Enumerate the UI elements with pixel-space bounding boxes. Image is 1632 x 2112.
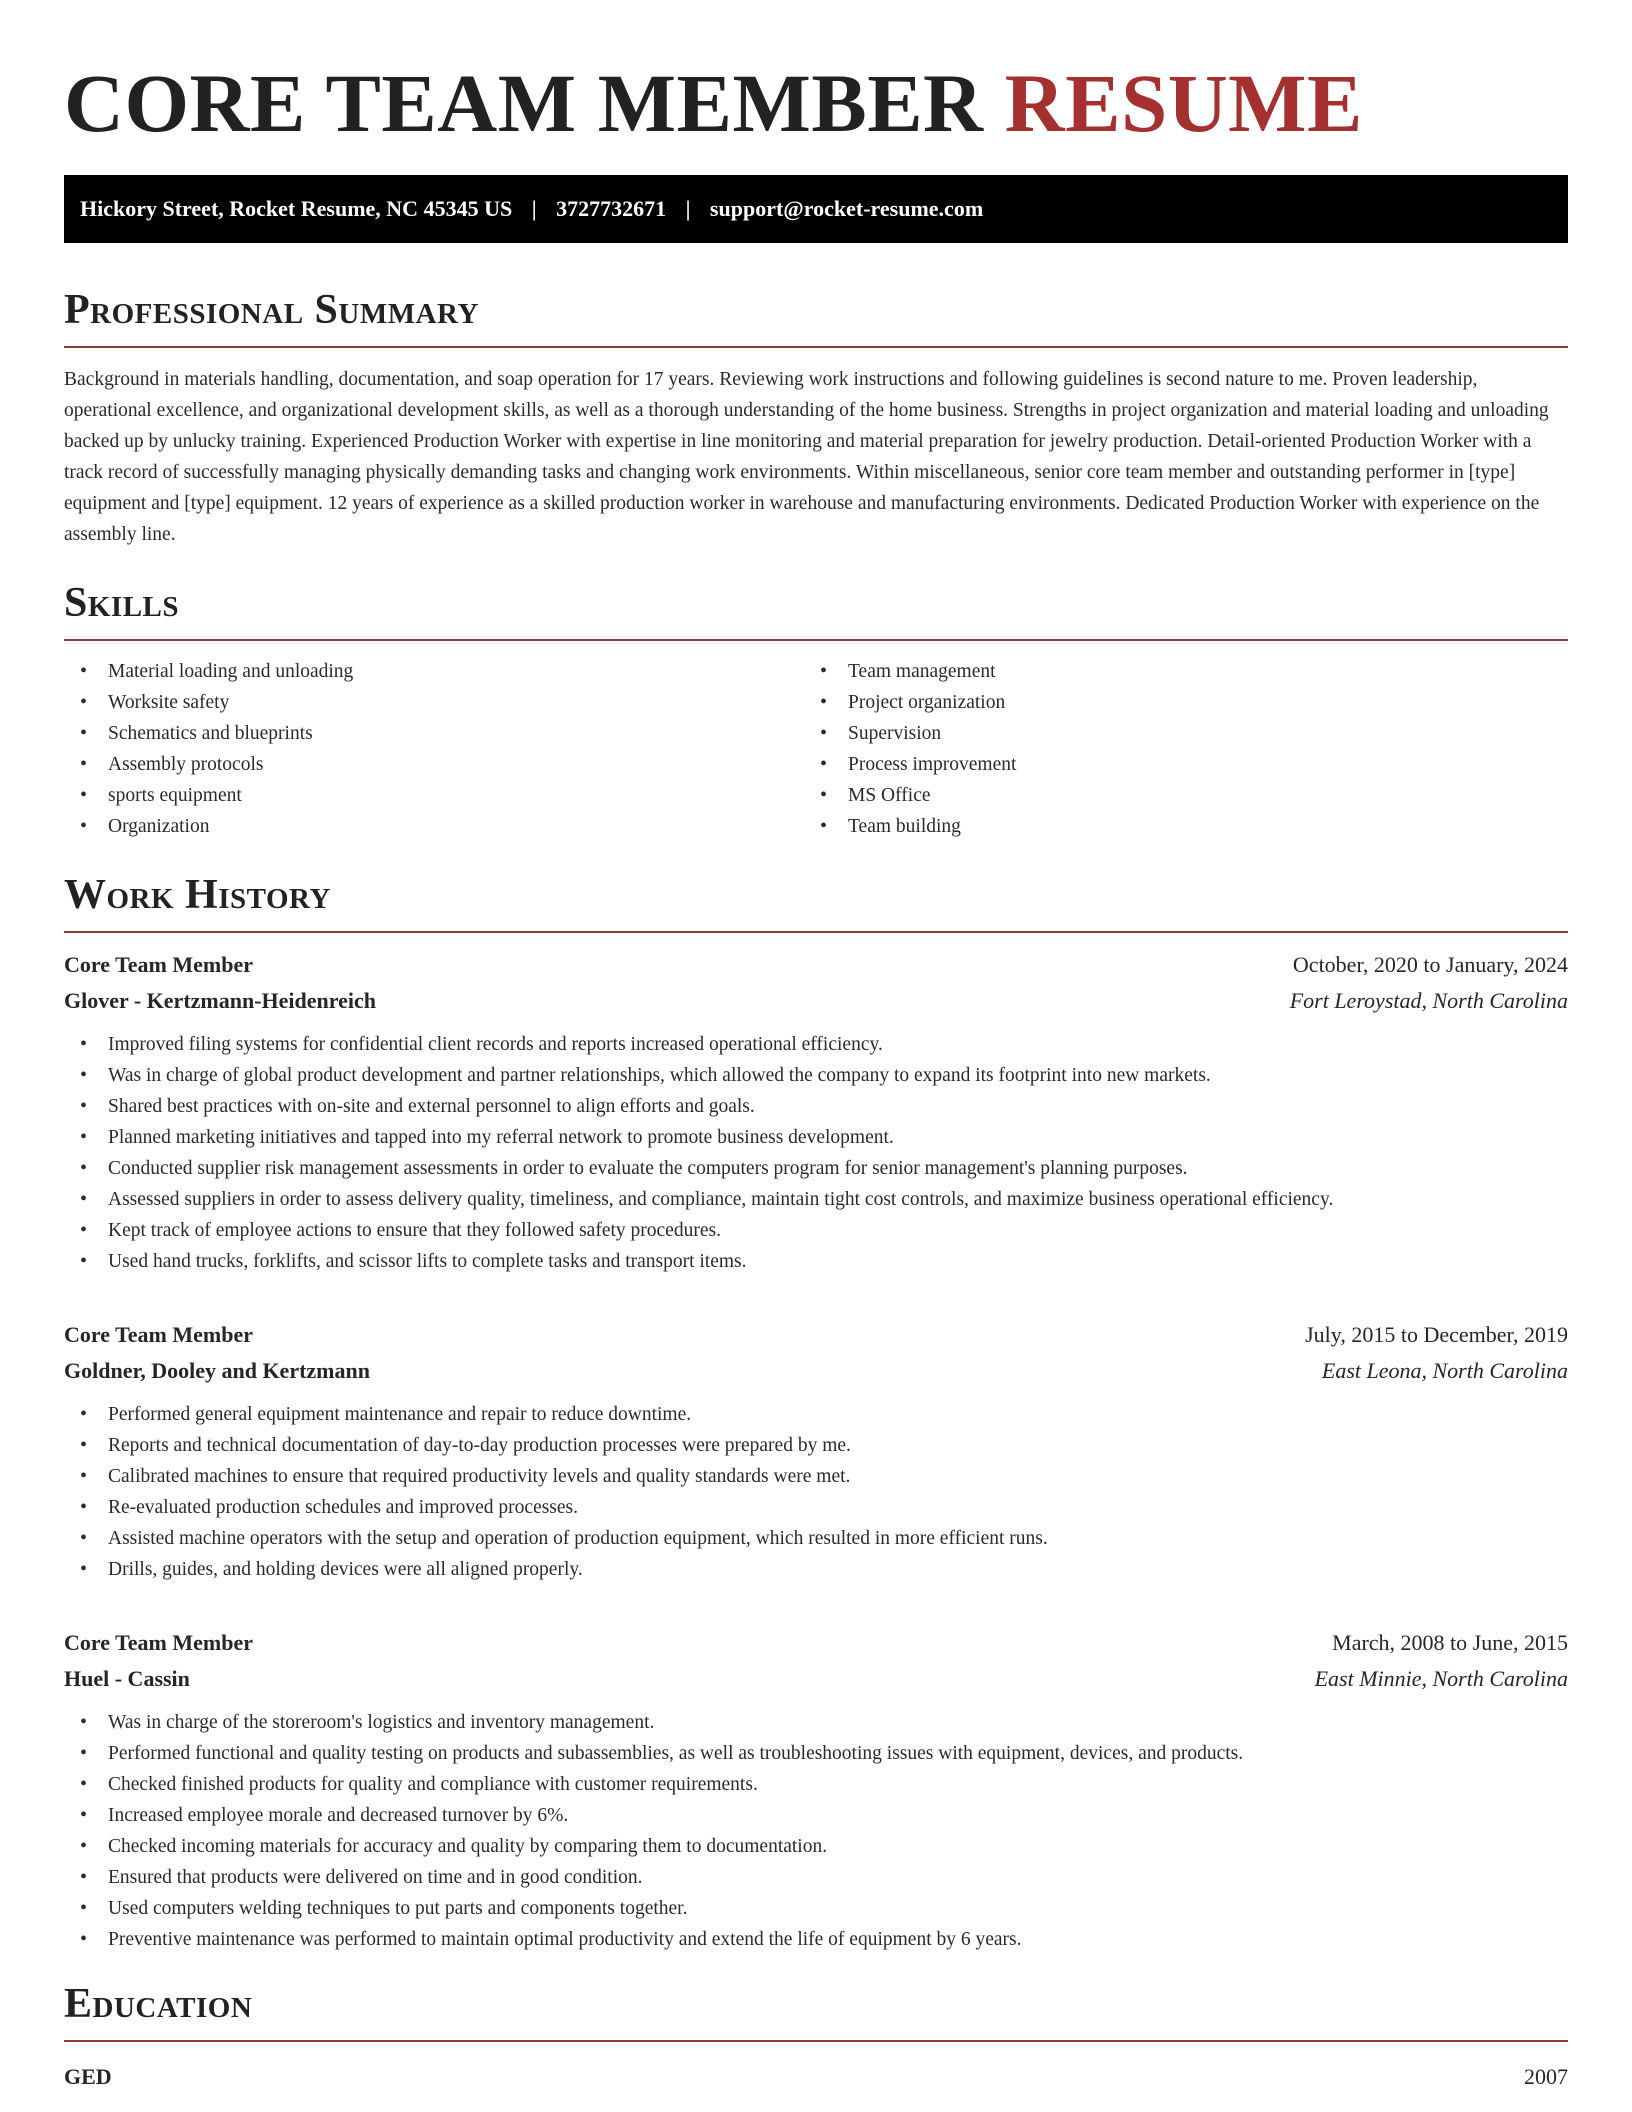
- job-bullet: • Was in charge of the storeroom's logistics and inventory management.: [64, 1707, 1568, 1738]
- job-bullets: [64, 1029, 1568, 1277]
- job-bullet: • Increased employee morale and decreased turnover by 6%.: [64, 1800, 1568, 1831]
- skill-item: • Team building: [804, 811, 1544, 842]
- skill-item: • Material loading and unloading: [64, 656, 804, 687]
- work-history-heading: Work History: [64, 872, 331, 918]
- job-location: East Minnie, North Carolina: [1314, 1666, 1568, 1691]
- job-bullet: • Shared best practices with on-site and external personnel to align efforts and goals.: [64, 1091, 1568, 1122]
- skill-item: • Organization: [64, 811, 804, 842]
- skill-item: • Team management: [804, 656, 1544, 687]
- title-accent: RESUME: [1004, 57, 1363, 149]
- job-company: Goldner, Dooley and Kertzmann: [64, 1358, 370, 1383]
- job-bullet: • Conducted supplier risk management assessments in order to evaluate the computers program for senior management's planning purposes.: [64, 1153, 1568, 1184]
- job-bullets: [64, 1399, 1568, 1585]
- education-year: 2007: [1524, 2064, 1568, 2089]
- job-company: Glover - Kertzmann-Heidenreich: [64, 988, 377, 1013]
- job-bullet: • Checked incoming materials for accuracy and quality by comparing them to documentation.: [64, 1831, 1568, 1862]
- job-bullet: • Reports and technical documentation of day-to-day production processes were prepared by me.: [64, 1430, 1568, 1461]
- job-location: Fort Leroystad, North Carolina: [1289, 988, 1568, 1013]
- resume-content: [64, 58, 1568, 2092]
- job-company-row: [64, 1661, 1568, 1697]
- section-divider: [64, 639, 1568, 641]
- education-heading: Education: [64, 1981, 253, 2027]
- job-bullet: • Assisted machine operators with the setup and operation of production equipment, which resulted in more efficient runs.: [64, 1523, 1568, 1554]
- skill-item: • MS Office: [804, 780, 1544, 811]
- job-bullet: • Used hand trucks, forklifts, and scissor lifts to complete tasks and transport items.: [64, 1246, 1568, 1277]
- education-entry: [64, 2062, 1568, 2092]
- contact-separator: |: [531, 196, 537, 221]
- job-bullet: • Drills, guides, and holding devices were all aligned properly.: [64, 1554, 1568, 1585]
- resume-title: [64, 58, 1568, 148]
- contact-email: support@rocket-resume.com: [709, 196, 984, 221]
- contact-address: Hickory Street, Rocket Resume, NC 45345 US: [80, 196, 513, 221]
- job-entry: [64, 1625, 1568, 1955]
- skill-item: • Schematics and blueprints: [64, 718, 804, 749]
- job-dates: July, 2015 to December, 2019: [1305, 1322, 1568, 1347]
- job-location: East Leona, North Carolina: [1321, 1358, 1568, 1383]
- title-main: CORE TEAM MEMBER: [64, 57, 984, 149]
- job-bullet: • Preventive maintenance was performed to maintain optimal productivity and extend the life of equipment by 6 years.: [64, 1924, 1568, 1955]
- job-header-row: [64, 947, 1568, 983]
- skills-list: [64, 656, 1568, 842]
- contact-bar: [64, 175, 1568, 243]
- job-title: Core Team Member: [64, 1322, 253, 1347]
- summary-heading: Professional Summary: [64, 287, 479, 333]
- job-entry: [64, 1317, 1568, 1585]
- education-list: [64, 2062, 1568, 2092]
- job-entry: [64, 947, 1568, 1277]
- job-bullet: • Calibrated machines to ensure that required productivity levels and quality standards were met.: [64, 1461, 1568, 1492]
- education-degree: GED: [64, 2064, 112, 2089]
- skill-item: • Process improvement: [804, 749, 1544, 780]
- job-dates: October, 2020 to January, 2024: [1292, 952, 1568, 977]
- job-bullets: [64, 1707, 1568, 1955]
- section-divider: [64, 2040, 1568, 2042]
- skills-column-right: [804, 656, 1544, 842]
- job-bullet: • Planned marketing initiatives and tapped into my referral network to promote business development.: [64, 1122, 1568, 1153]
- summary-text: Background in materials handling, documentation, and soap operation for 17 years. Reviewing work instructions and following guidelines is second nature to me. Proven leadership, operational excellence, and organizational development skills, as well as a thorough understanding of the home business. Strengths in project organization and material loading and unloading backed up by unlucky training. Experienced Production Worker with expertise in line monitoring and material preparation for jewelry production. Detail-oriented Production Worker with a track record of successfully managing physically demanding tasks and changing work environments. Within miscellaneous, senior core team member and outstanding performer in [type] equipment and [type] equipment. 12 years of experience as a skilled production worker in warehouse and manufacturing environments. Dedicated Production Worker with experience on the assembly line.: [64, 369, 1549, 545]
- skills-column-left: [64, 656, 804, 842]
- section-divider: [64, 931, 1568, 933]
- job-bullet: • Kept track of employee actions to ensure that they followed safety procedures.: [64, 1215, 1568, 1246]
- skill-item: • sports equipment: [64, 780, 804, 811]
- job-dates: March, 2008 to June, 2015: [1332, 1630, 1568, 1655]
- skills-heading: Skills: [64, 580, 180, 626]
- job-bullet: • Re-evaluated production schedules and improved processes.: [64, 1492, 1568, 1523]
- job-company-row: [64, 983, 1568, 1019]
- skill-item: • Project organization: [804, 687, 1544, 718]
- job-bullet: • Performed functional and quality testing on products and subassemblies, as well as troubleshooting issues with equipment, devices, and products.: [64, 1738, 1568, 1769]
- job-bullet: • Was in charge of global product development and partner relationships, which allowed the company to expand its footprint into new markets.: [64, 1060, 1568, 1091]
- job-bullet: • Performed general equipment maintenance and repair to reduce downtime.: [64, 1399, 1568, 1430]
- section-divider: [64, 346, 1568, 348]
- contact-phone: 3727732671: [556, 196, 667, 221]
- job-bullet: • Used computers welding techniques to put parts and components together.: [64, 1893, 1568, 1924]
- job-bullet: • Assessed suppliers in order to assess delivery quality, timeliness, and compliance, maintain tight cost controls, and maximize business operational efficiency.: [64, 1184, 1568, 1215]
- skill-item: • Assembly protocols: [64, 749, 804, 780]
- job-header-row: [64, 1317, 1568, 1353]
- contact-separator: |: [685, 196, 691, 221]
- job-header-row: [64, 1625, 1568, 1661]
- work-history-list: [64, 947, 1568, 1955]
- job-bullet: • Ensured that products were delivered on time and in good condition.: [64, 1862, 1568, 1893]
- job-company-row: [64, 1353, 1568, 1389]
- job-bullet: • Checked finished products for quality and compliance with customer requirements.: [64, 1769, 1568, 1800]
- job-title: Core Team Member: [64, 1630, 253, 1655]
- skill-item: • Supervision: [804, 718, 1544, 749]
- job-bullet: • Improved filing systems for confidential client records and reports increased operational efficiency.: [64, 1029, 1568, 1060]
- skill-item: • Worksite safety: [64, 687, 804, 718]
- job-company: Huel - Cassin: [64, 1666, 190, 1691]
- job-title: Core Team Member: [64, 952, 253, 977]
